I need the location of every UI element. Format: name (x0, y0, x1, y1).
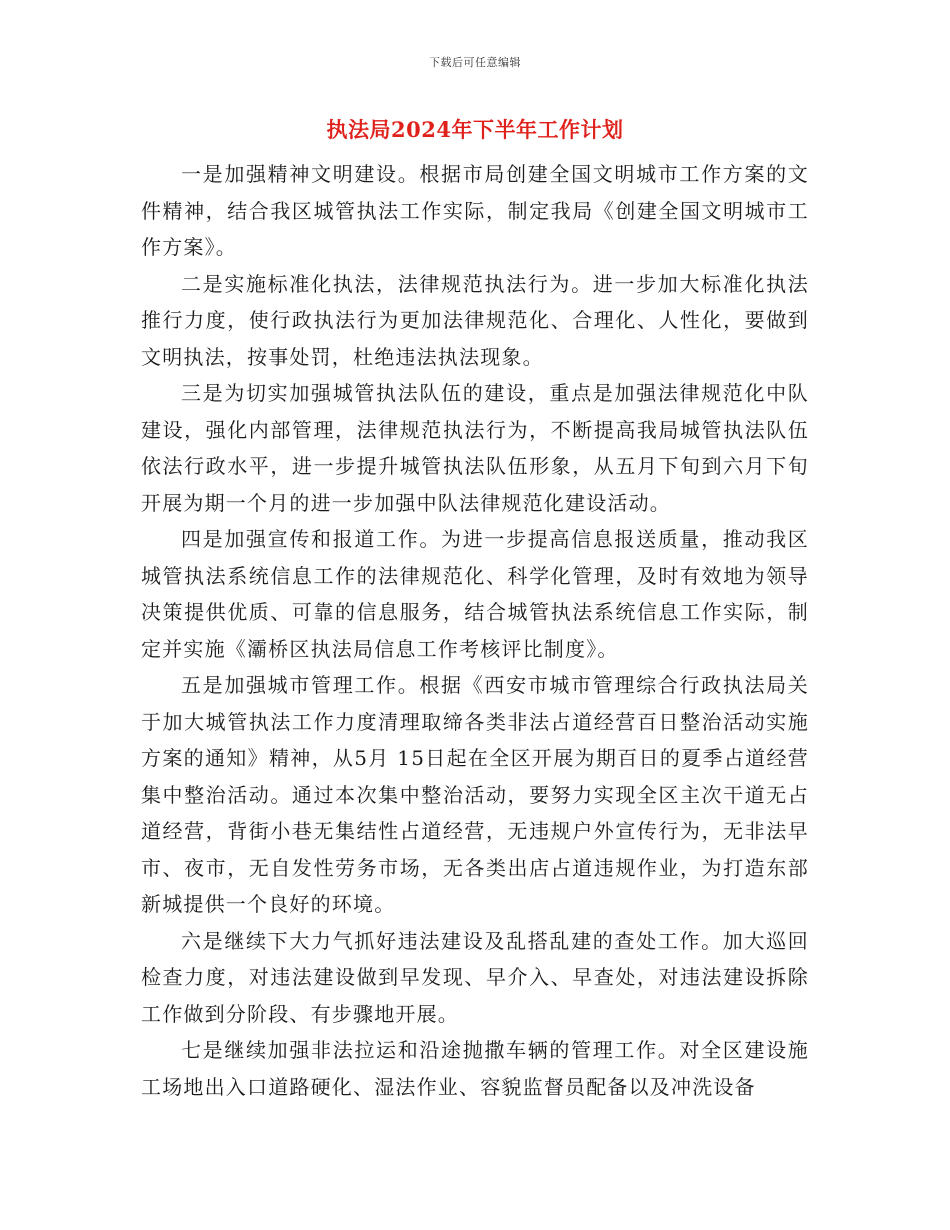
paragraph-1: 一是加强精神文明建设。根据市局创建全国文明城市工作方案的文件精神，结合我区城管执法工作实际，制定我局《创建全国文明城市工作方案》。 (141, 162, 809, 259)
header-note: 下载后可任意编辑 (429, 56, 521, 69)
paragraph-6: 六是继续下大力气抓好违法建设及乱搭乱建的查处工作。加大巡回检查力度，对违法建设做到早发现、早介入、早查处，对违法建设拆除工作做到分阶段、有步骤地开展。 (141, 928, 809, 1026)
paragraph-5: 五是加强城市管理工作。根据《西安市城市管理综合行政执法局关于加大城管执法工作力度清理取缔各类非法占道经营百日整治活动实施方案的通知》精神，从5月 15日起在全区开展为期百日的夏季占道经营集中整治活动。通过本次集中整治活动，要努力实现全区主次干道无占道经营，背街小巷无集结性占道经营，无违规户外宣传行为，无非法早市、夜市，无自发性劳务市场，无各类出店占道违规作业，为打造东部新城提供一个良好的环境。 (141, 673, 809, 916)
paragraph-4: 四是加强宣传和报道工作。为进一步提高信息报送质量，推动我区城管执法系统信息工作的法律规范化、科学化管理，及时有效地为领导决策提供优质、可靠的信息服务，结合城管执法系统信息工作实际，制定并实施《灞桥区执法局信息工作考核评比制度》。 (141, 527, 809, 661)
paragraph-2: 二是实施标准化执法，法律规范执法行为。进一步加大标准化执法推行力度，使行政执法行为更加法律规范化、合理化、人性化，要做到文明执法，按事处罚，杜绝违法执法现象。 (141, 271, 809, 369)
document-body (141, 156, 809, 1105)
paragraph-7: 七是继续加强非法拉运和沿途抛撒车辆的管理工作。对全区建设施工场地出入口道路硬化、湿法作业、容貌监督员配备以及冲洗设备 (141, 1038, 809, 1099)
paragraph-3: 三是为切实加强城管执法队伍的建设，重点是加强法律规范化中队建设，强化内部管理，法律规范执法行为，不断提高我局城管执法队伍依法行政水平，进一步提升城管执法队伍形象，从五月下旬到六月下旬开展为期一个月的进一步加强中队法律规范化建设活动。 (141, 381, 809, 515)
document-title: 执法局2024年下半年工作计划 (326, 117, 624, 142)
